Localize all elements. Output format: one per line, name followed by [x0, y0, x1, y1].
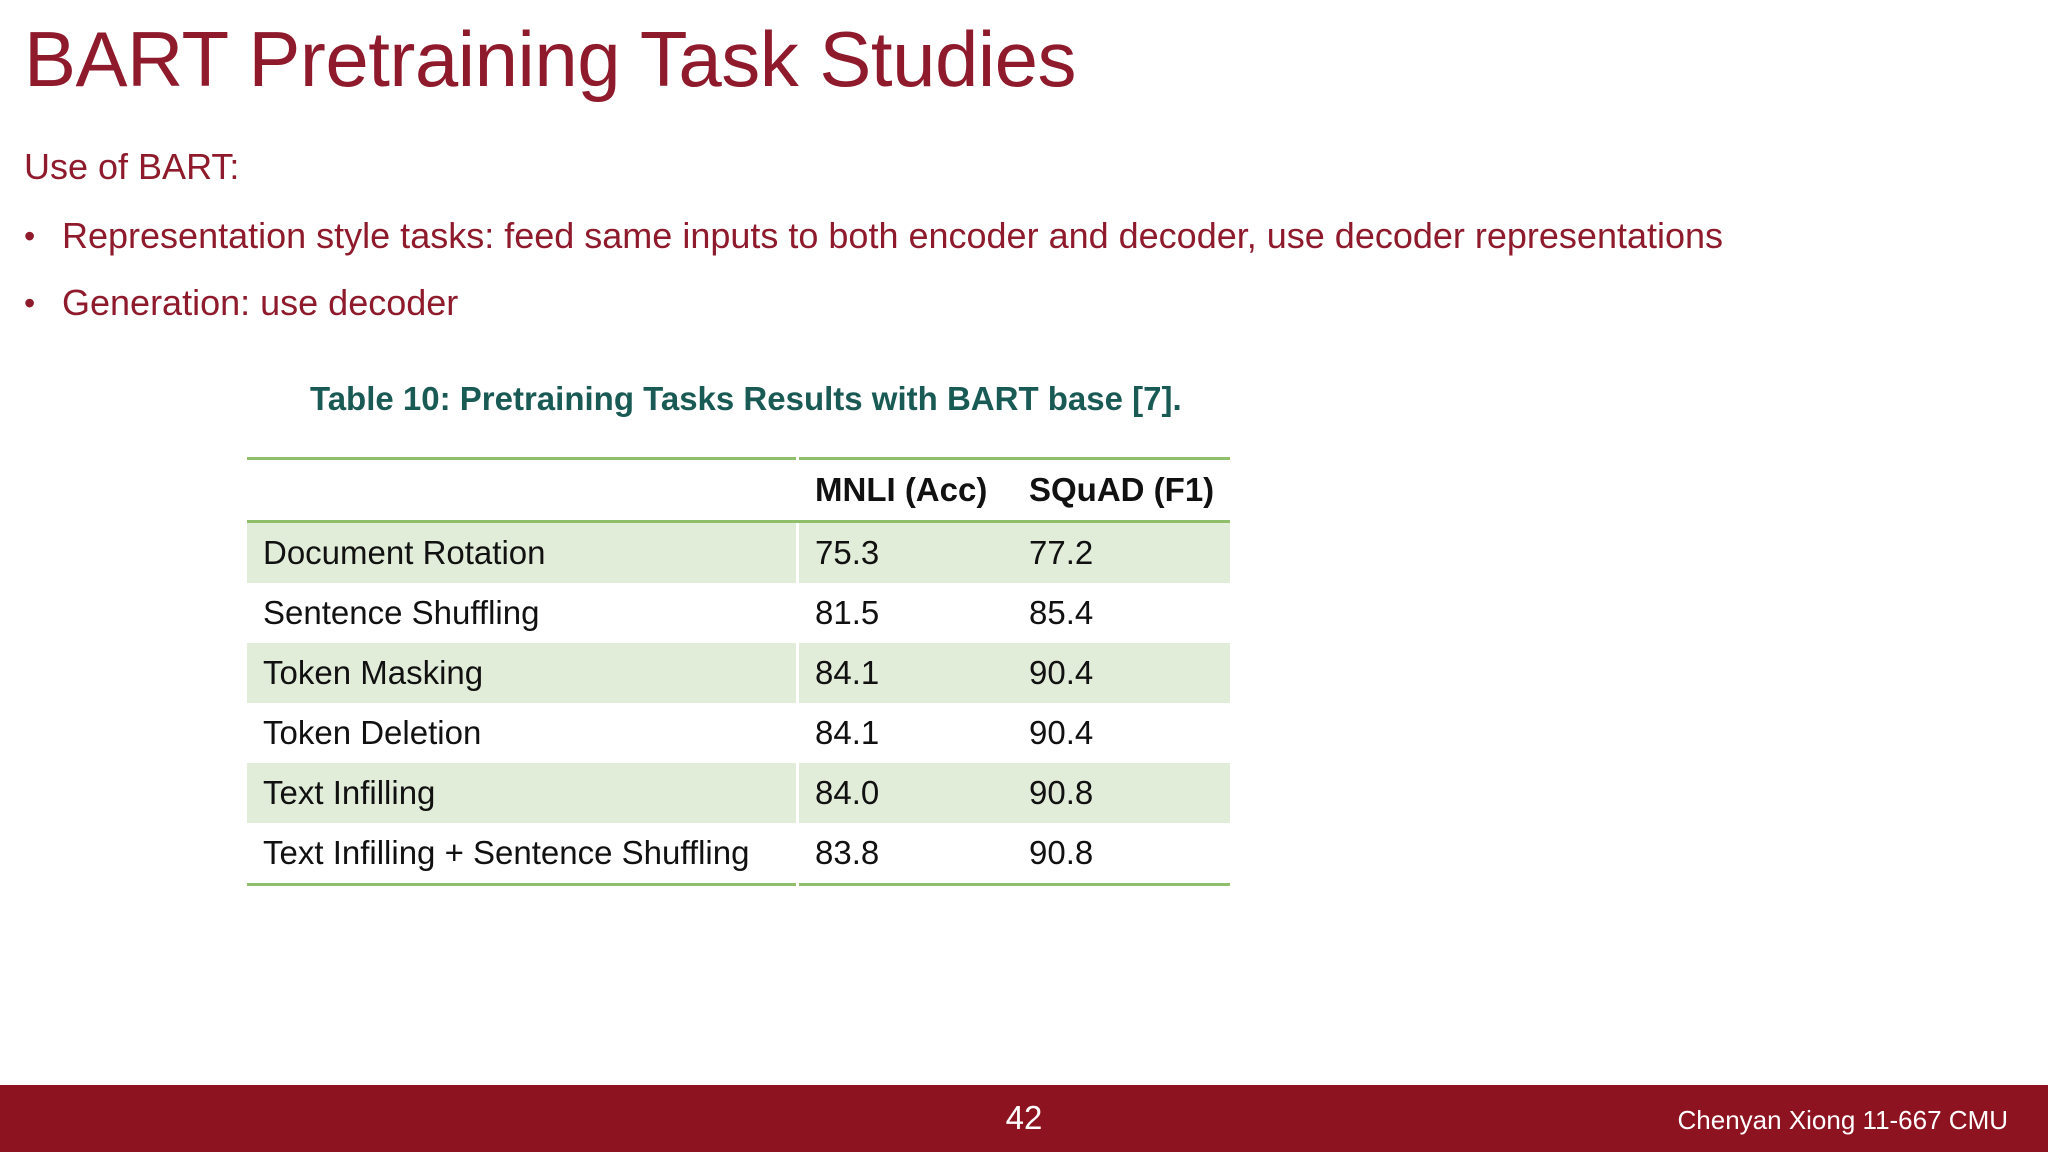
- task-cell: Text Infilling + Sentence Shuffling: [263, 834, 750, 871]
- bullet-icon: •: [24, 285, 36, 321]
- mnli-cell: 81.5: [798, 583, 1014, 643]
- squad-cell: 90.4: [1013, 643, 1230, 703]
- squad-cell: 90.4: [1029, 714, 1094, 751]
- results-table: [247, 457, 1230, 886]
- intro-text: Use of BART:: [24, 146, 240, 187]
- bullet-text: Generation: use decoder: [62, 282, 459, 323]
- table-row: [247, 763, 1230, 823]
- squad-cell: 77.2: [1013, 522, 1230, 584]
- footer-bar: [0, 1085, 2048, 1152]
- mnli-cell: 84.1: [798, 643, 1014, 703]
- bullet-list: [24, 212, 1723, 346]
- table-row: [247, 703, 1230, 763]
- task-cell: Token Deletion: [263, 714, 482, 751]
- table-row: [247, 522, 1230, 584]
- mnli-cell: 84.0: [798, 763, 1014, 823]
- table-caption: Table 10: Pretraining Tasks Results with BART base [7].: [310, 380, 1182, 417]
- bullet-icon: •: [24, 218, 36, 254]
- footer-credit: Chenyan Xiong 11-667 CMU: [1677, 1105, 2008, 1135]
- bullet-item: [24, 279, 1723, 346]
- squad-cell: 85.4: [1029, 594, 1094, 631]
- mnli-cell: 83.8: [798, 823, 1014, 885]
- mnli-cell: 75.3: [798, 522, 1014, 584]
- header-cell: [247, 459, 798, 522]
- table-header-row: [247, 459, 1230, 522]
- table-row: [247, 643, 1230, 703]
- bullet-text: Representation style tasks: feed same inputs to both encoder and decoder, use decoder representations: [62, 215, 1724, 256]
- mnli-cell: 84.1: [798, 703, 1014, 763]
- task-cell: Text Infilling: [247, 763, 798, 823]
- table-row: [247, 823, 1230, 885]
- slide-title: BART Pretraining Task Studies: [24, 15, 1077, 103]
- bullet-item: [24, 212, 1723, 279]
- page-number: 42: [1005, 1099, 1043, 1136]
- task-cell: Sentence Shuffling: [263, 594, 540, 631]
- task-cell: Token Masking: [247, 643, 798, 703]
- header-cell: SQuAD (F1): [1013, 459, 1230, 522]
- squad-cell: 90.8: [1013, 763, 1230, 823]
- squad-cell: 90.8: [1029, 834, 1094, 871]
- task-cell: Document Rotation: [247, 522, 798, 584]
- table-row: [247, 583, 1230, 643]
- header-cell: MNLI (Acc): [798, 459, 1014, 522]
